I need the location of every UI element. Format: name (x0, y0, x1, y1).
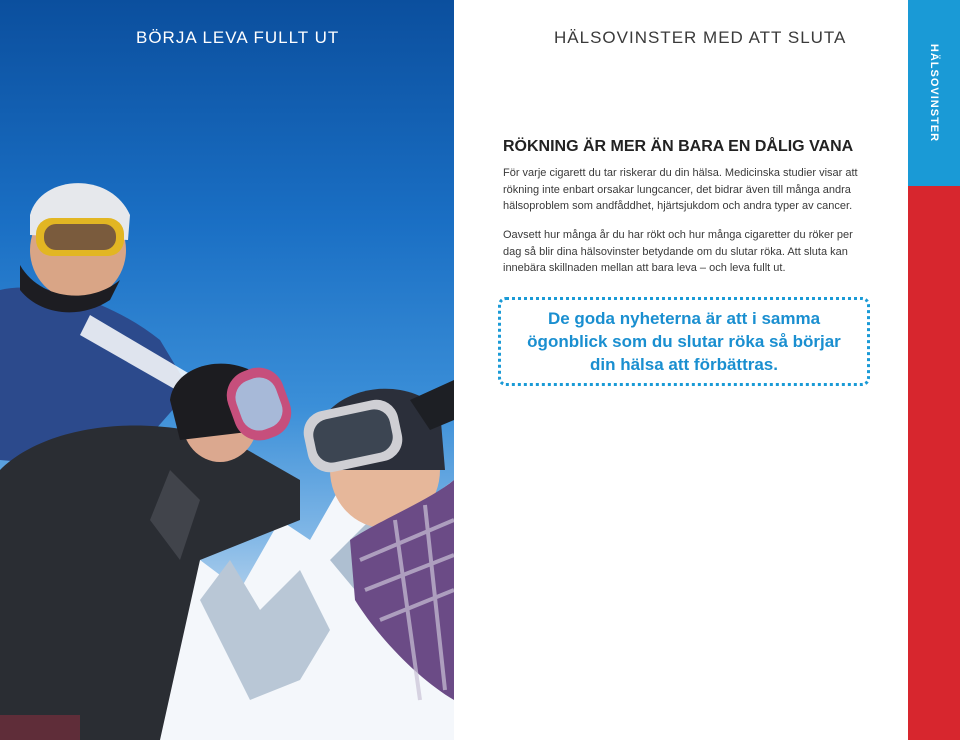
left-page (0, 0, 454, 740)
quote-box (498, 297, 870, 386)
right-page-title: HÄLSOVINSTER MED ATT SLUTA (554, 28, 847, 47)
skiers-photo (0, 0, 454, 740)
body-paragraph-2: Oavsett hur många år du har rökt och hur många cigaretter du röker per dag så blir dina hälsovinster betydande om du slutar röka. Att sluta kan innebära skillnaden mellan att bara leva – och leva fullt ut. (503, 229, 853, 274)
side-tab (908, 0, 960, 186)
side-tab-label: HÄLSOVINSTER (928, 43, 940, 143)
section-heading: RÖKNING ÄR MER ÄN BARA EN DÅLIG VANA (503, 138, 854, 155)
skier-2-pants (0, 715, 80, 740)
side-tab-red (908, 186, 960, 740)
left-page-title: BÖRJA LEVA FULLT UT (136, 28, 340, 47)
skier-1-goggle-lens (44, 224, 116, 250)
right-page (454, 0, 908, 740)
body-paragraph-1: För varje cigarett du tar riskerar du din hälsa. Medicinska studier visar att rökning inte enbart orsakar lungcancer, det bidrar även till många andra hälsoproblem som andfåddhet, hjärtsjukdom och andra typer av cancer. (503, 167, 858, 212)
quote-text: De goda nyheterna är att i samma ögonblick som du slutar röka så börjar din hälsa att förbättras. (527, 309, 841, 374)
